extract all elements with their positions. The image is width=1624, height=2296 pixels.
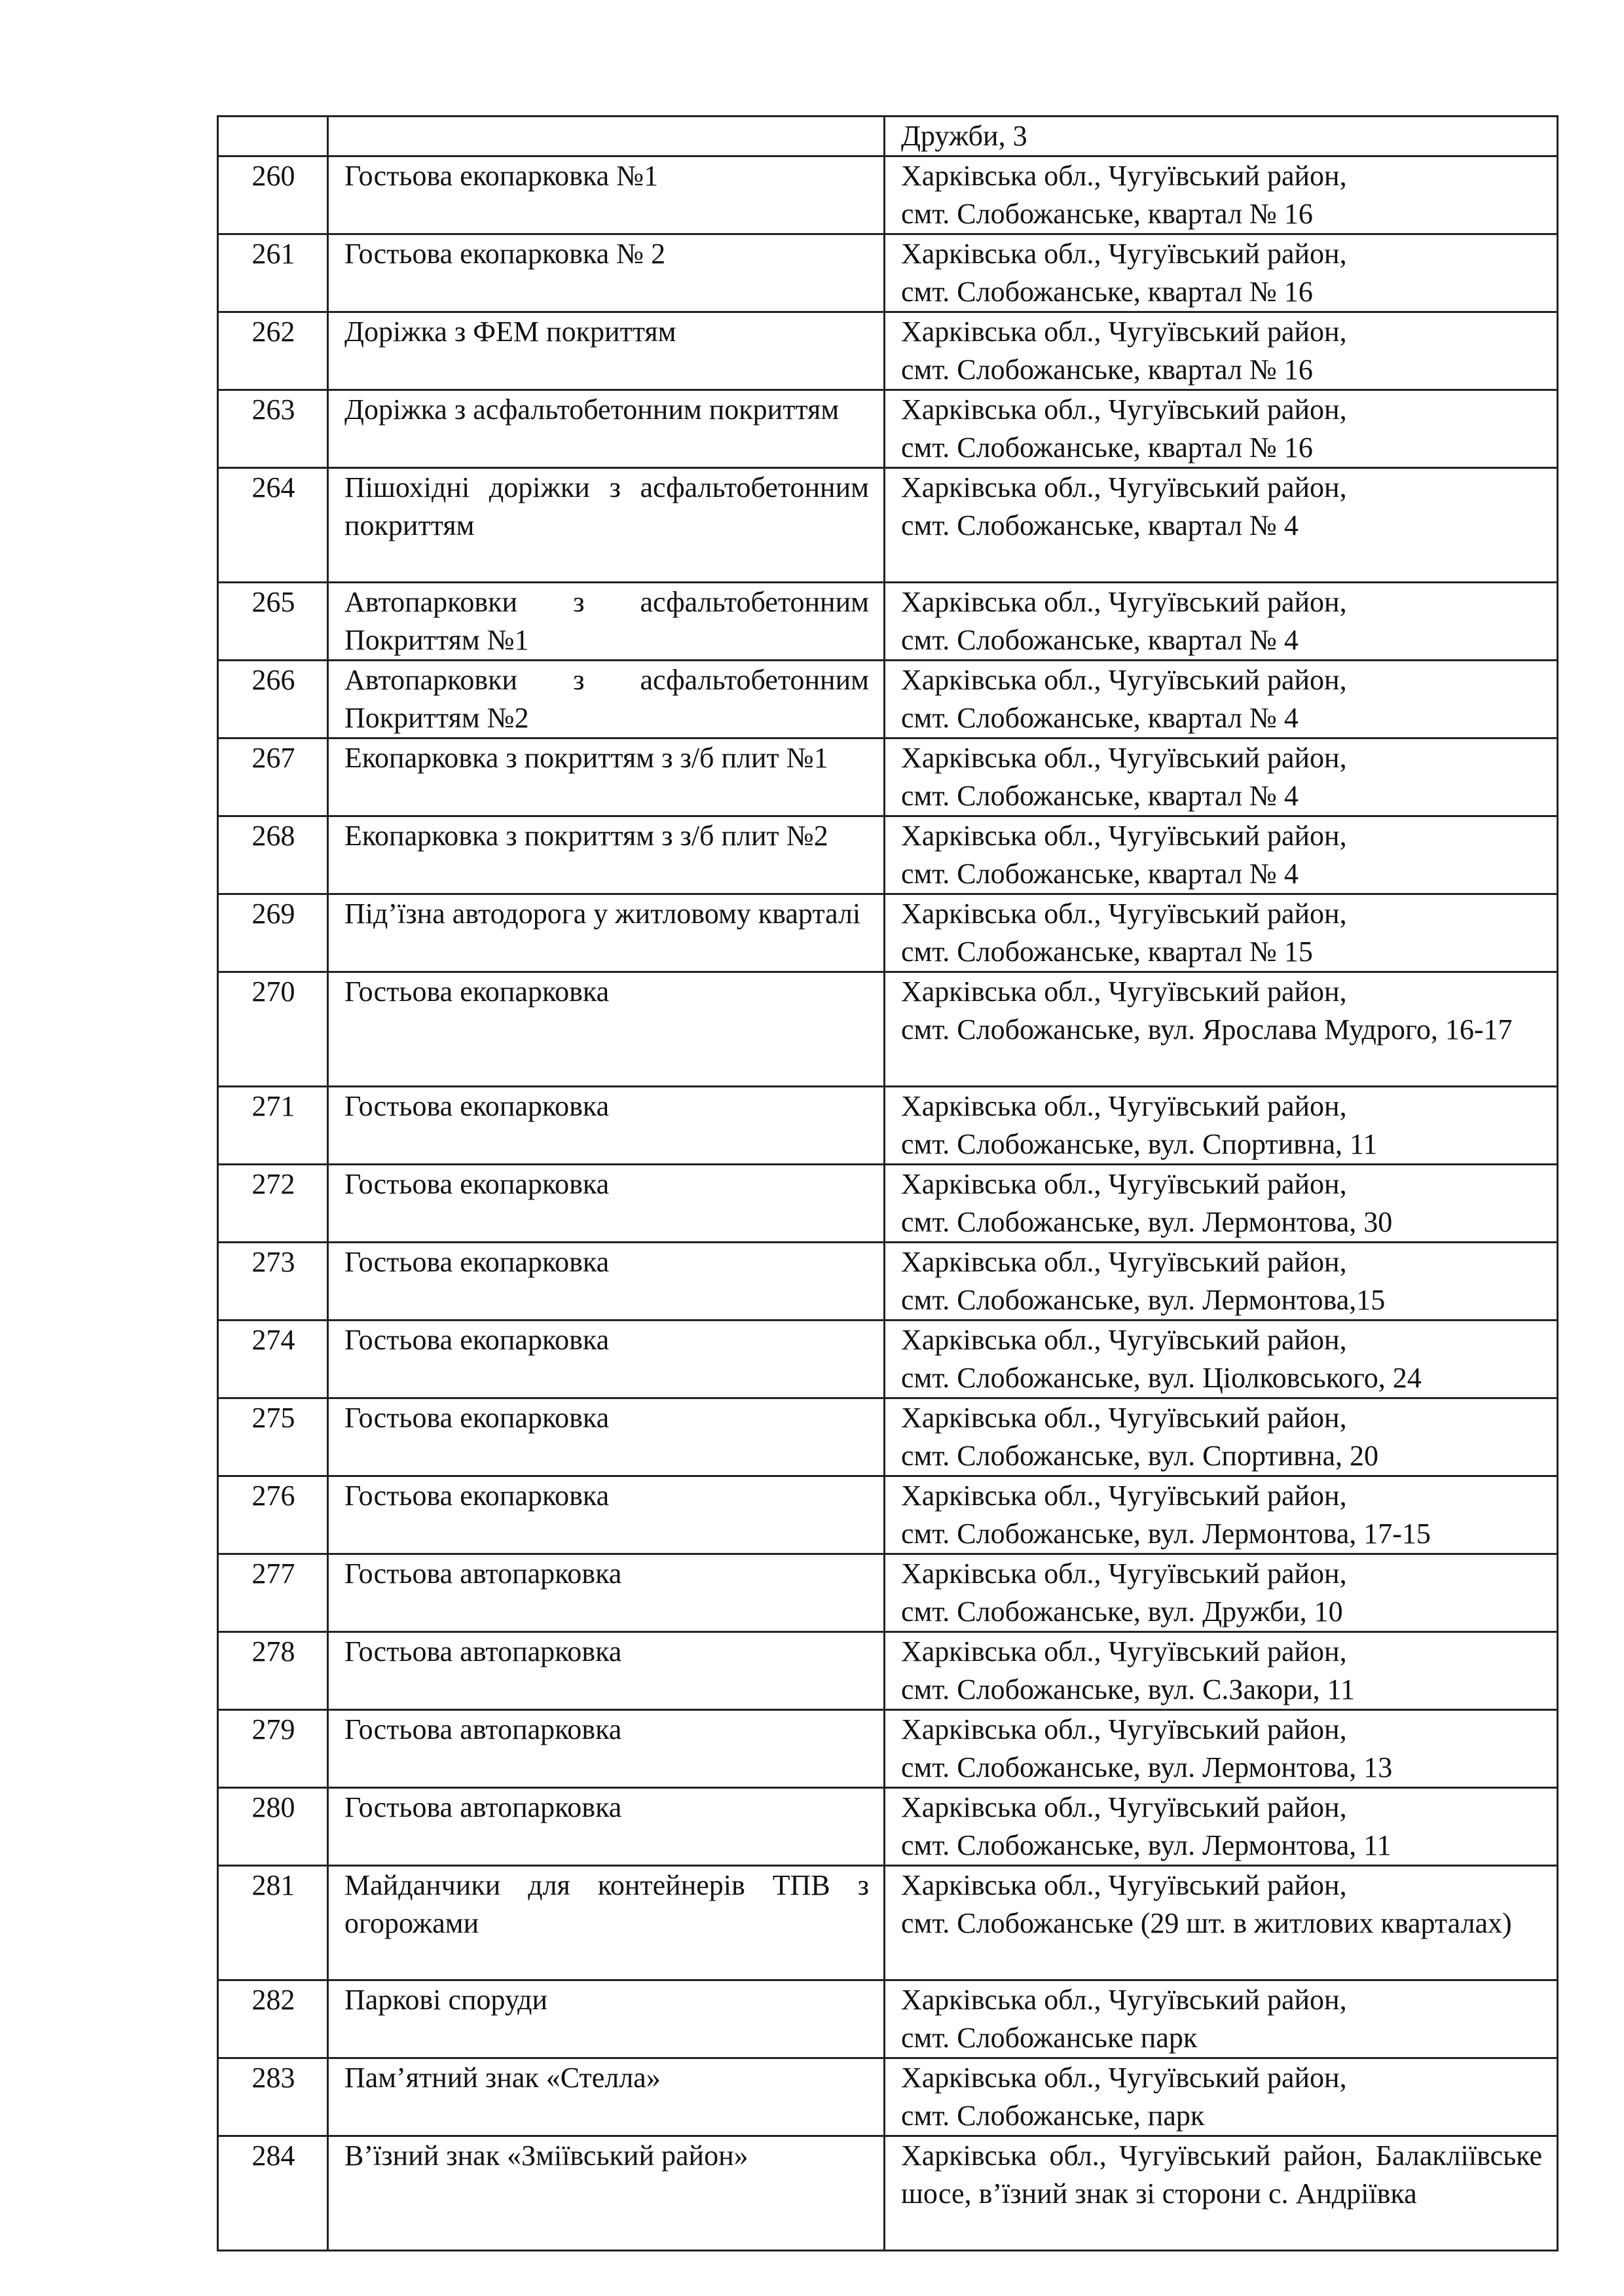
table-row [218, 738, 1558, 816]
table-row [218, 1321, 1558, 1398]
object-name: Гостьова екопарковка [328, 1087, 885, 1165]
object-address: Харківська обл., Чугуївський район, смт. Слобожанське, квартал № 16 [885, 156, 1558, 234]
object-address: Харківська обл., Чугуївський район, смт. Слобожанське, квартал № 16 [885, 234, 1558, 312]
row-number: 265 [218, 583, 328, 661]
row-number: 278 [218, 1632, 328, 1710]
object-name: Гостьова екопарковка [328, 1398, 885, 1476]
object-address: Харківська обл., Чугуївський район, смт. Слобожанське, квартал № 4 [885, 468, 1558, 583]
object-address: Харківська обл., Чугуївський район, смт. Слобожанське, квартал № 4 [885, 816, 1558, 894]
object-address: Харківська обл., Чугуївський район, смт. Слобожанське, квартал № 4 [885, 738, 1558, 816]
object-name: Гостьова екопарковка [328, 1243, 885, 1321]
objects-table-body [218, 117, 1558, 2251]
object-name: Доріжка з асфальтобетонним покриттям [328, 390, 885, 468]
row-number: 268 [218, 816, 328, 894]
object-name: Гостьова екопарковка [328, 1165, 885, 1243]
object-address: Харківська обл., Чугуївський район, смт. Слобожанське, вул. Лермонтова, 17-15 [885, 1476, 1558, 1554]
row-number: 283 [218, 2058, 328, 2136]
row-number: 276 [218, 1476, 328, 1554]
table-row [218, 1710, 1558, 1788]
object-name: Гостьова автопарковка [328, 1554, 885, 1632]
table-row [218, 1398, 1558, 1476]
table-row [218, 1087, 1558, 1165]
table-row [218, 894, 1558, 972]
table-row [218, 1165, 1558, 1243]
row-number: 263 [218, 390, 328, 468]
table-row [218, 468, 1558, 583]
table-row [218, 1554, 1558, 1632]
object-name: Доріжка з ФЕМ покриттям [328, 312, 885, 390]
row-number: 273 [218, 1243, 328, 1321]
table-row [218, 390, 1558, 468]
row-number: 260 [218, 156, 328, 234]
row-number: 271 [218, 1087, 328, 1165]
row-number: 282 [218, 1980, 328, 2058]
object-name: Гостьова автопарковка [328, 1632, 885, 1710]
object-address: Харківська обл., Чугуївський район, смт. Слобожанське, вул. Спортивна, 20 [885, 1398, 1558, 1476]
object-address: Харківська обл., Чугуївський район, смт. Слобожанське, вул. Лермонтова, 30 [885, 1165, 1558, 1243]
table-row [218, 156, 1558, 234]
object-name: Екопарковка з покриттям з з/б плит №1 [328, 738, 885, 816]
row-number: 272 [218, 1165, 328, 1243]
object-address: Харківська обл., Чугуївський район, смт. Слобожанське (29 шт. в житлових кварталах) [885, 1866, 1558, 1980]
object-name: В’їзний знак «Зміївський район» [328, 2136, 885, 2251]
object-address: Харківська обл., Чугуївський район, смт. Слобожанське, квартал № 15 [885, 894, 1558, 972]
object-address: Харківська обл., Чугуївський район, смт. Слобожанське, парк [885, 2058, 1558, 2136]
row-number: 266 [218, 661, 328, 738]
row-number: 277 [218, 1554, 328, 1632]
row-number: 267 [218, 738, 328, 816]
object-address: Харківська обл., Чугуївський район, смт. Слобожанське, вул. Ціолковського, 24 [885, 1321, 1558, 1398]
row-number: 281 [218, 1866, 328, 1980]
object-address: Харківська обл., Чугуївський район, смт. Слобожанське, вул. Лермонтова,15 [885, 1243, 1558, 1321]
row-number: 269 [218, 894, 328, 972]
object-address: Харківська обл., Чугуївський район, смт. Слобожанське, квартал № 4 [885, 661, 1558, 738]
row-number: 264 [218, 468, 328, 583]
object-name: Гостьова автопарковка [328, 1710, 885, 1788]
table-row [218, 2058, 1558, 2136]
table-row [218, 1632, 1558, 1710]
object-name: Під’їзна автодорога у житловому кварталі [328, 894, 885, 972]
row-number: 270 [218, 972, 328, 1087]
row-number [218, 117, 328, 156]
table-row [218, 1788, 1558, 1866]
row-number: 275 [218, 1398, 328, 1476]
object-address: Харківська обл., Чугуївський район, смт. Слобожанське, вул. Ярослава Мудрого, 16-17 [885, 972, 1558, 1087]
table-row [218, 972, 1558, 1087]
table-row [218, 234, 1558, 312]
table-row [218, 2136, 1558, 2251]
object-name: Гостьова екопарковка №1 [328, 156, 885, 234]
table-row [218, 583, 1558, 661]
object-address: Харківська обл., Чугуївський район, смт. Слобожанське, вул. С.Закори, 11 [885, 1632, 1558, 1710]
object-name: Автопарковки з асфальтобетонним Покриттям №1 [328, 583, 885, 661]
table-row [218, 1476, 1558, 1554]
row-number: 274 [218, 1321, 328, 1398]
row-number: 262 [218, 312, 328, 390]
object-name: Гостьова екопарковка [328, 1476, 885, 1554]
object-name: Пам’ятний знак «Стелла» [328, 2058, 885, 2136]
table-row [218, 1980, 1558, 2058]
row-number: 280 [218, 1788, 328, 1866]
object-address: Харківська обл., Чугуївський район, смт. Слобожанське, квартал № 16 [885, 390, 1558, 468]
object-name: Екопарковка з покриттям з з/б плит №2 [328, 816, 885, 894]
object-name [328, 117, 885, 156]
row-number: 261 [218, 234, 328, 312]
table-row [218, 816, 1558, 894]
table-row [218, 661, 1558, 738]
object-address: Харківська обл., Чугуївський район, смт. Слобожанське, квартал № 4 [885, 583, 1558, 661]
object-address: Дружби, 3 [885, 117, 1558, 156]
object-address: Харківська обл., Чугуївський район, смт. Слобожанське, вул. Лермонтова, 13 [885, 1710, 1558, 1788]
object-name: Гостьова автопарковка [328, 1788, 885, 1866]
objects-table [217, 115, 1559, 2251]
table-row [218, 1243, 1558, 1321]
object-name: Гостьова екопарковка [328, 972, 885, 1087]
object-address: Харківська обл., Чугуївський район, смт. Слобожанське, вул. Спортивна, 11 [885, 1087, 1558, 1165]
row-number: 284 [218, 2136, 328, 2251]
table-row [218, 312, 1558, 390]
table-row [218, 1866, 1558, 1980]
object-address: Харківська обл., Чугуївський район, смт. Слобожанське парк [885, 1980, 1558, 2058]
object-address: Харківська обл., Чугуївський район, Балакліївське шосе, в’їзний знак зі сторони с. Андріївка [885, 2136, 1558, 2251]
object-name: Гостьова екопарковка № 2 [328, 234, 885, 312]
object-address: Харківська обл., Чугуївський район, смт. Слобожанське, вул. Лермонтова, 11 [885, 1788, 1558, 1866]
object-name: Автопарковки з асфальтобетонним Покриттям №2 [328, 661, 885, 738]
row-number: 279 [218, 1710, 328, 1788]
object-name: Пішохідні доріжки з асфальтобетонним покриттям [328, 468, 885, 583]
object-name: Гостьова екопарковка [328, 1321, 885, 1398]
object-address: Харківська обл., Чугуївський район, смт. Слобожанське, вул. Дружби, 10 [885, 1554, 1558, 1632]
object-address: Харківська обл., Чугуївський район, смт. Слобожанське, квартал № 16 [885, 312, 1558, 390]
object-name: Майданчики для контейнерів ТПВ з огорожами [328, 1866, 885, 1980]
object-name: Паркові споруди [328, 1980, 885, 2058]
table-row [218, 117, 1558, 156]
